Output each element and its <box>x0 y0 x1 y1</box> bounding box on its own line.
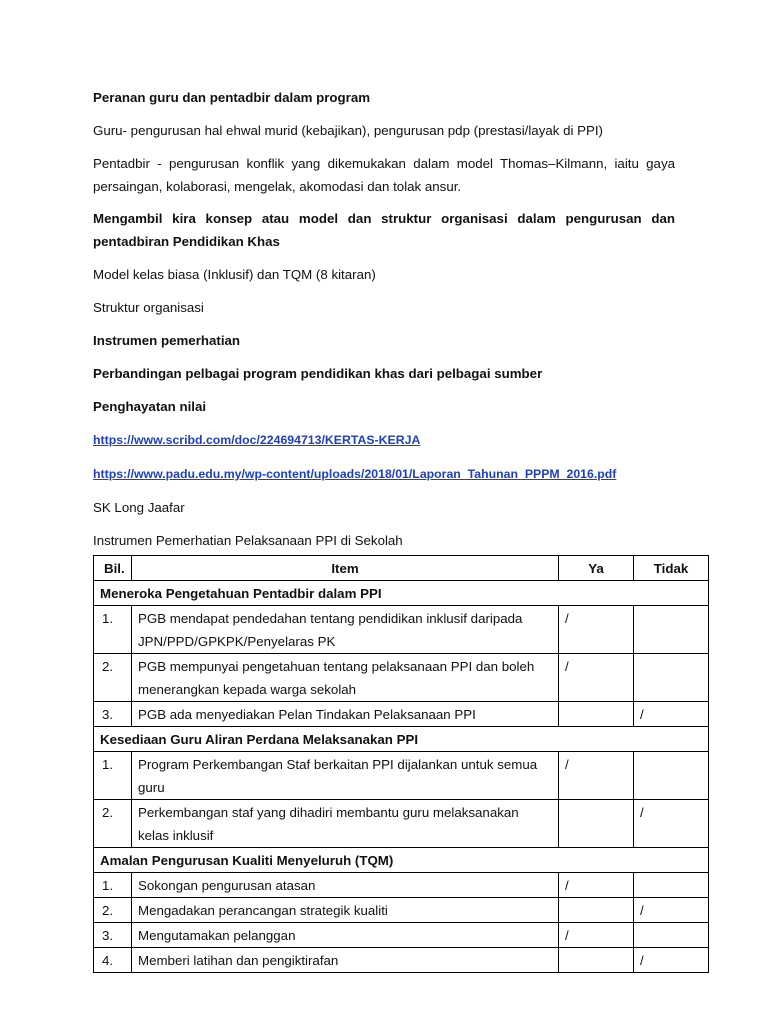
row-number: 3. <box>94 702 132 727</box>
row-tidak <box>634 654 709 702</box>
row-item: Memberi latihan dan pengiktirafan <box>132 948 559 973</box>
table-row <box>94 898 709 923</box>
row-ya <box>559 948 634 973</box>
paragraph-instrument-title: Instrumen Pemerhatian Pelaksanaan PPI di Sekolah <box>93 533 403 548</box>
table-row <box>94 948 709 973</box>
row-tidak <box>634 873 709 898</box>
paragraph-pentadbir: Pentadbir - pengurusan konflik yang dikemukakan dalam model Thomas–Kilmann, iaitu gaya persaingan, kolaborasi, mengelak, akomodasi dan tolak ansur. <box>93 156 675 194</box>
row-tidak: / <box>634 702 709 727</box>
row-item: Program Perkembangan Staf berkaitan PPI dijalankan untuk semua guru <box>132 752 559 800</box>
table-row <box>94 606 709 654</box>
row-number: 1. <box>94 752 132 800</box>
heading-peranan: Peranan guru dan pentadbir dalam program <box>93 90 371 105</box>
document-body <box>93 86 675 558</box>
heading-instrumen: Instrumen pemerhatian <box>93 333 241 348</box>
header-bil: Bil. <box>94 556 132 581</box>
header-ya: Ya <box>559 556 634 581</box>
row-number: 1. <box>94 606 132 654</box>
row-tidak <box>634 606 709 654</box>
row-item: Perkembangan staf yang dihadiri membantu guru melaksanakan kelas inklusif <box>132 800 559 848</box>
row-number: 3. <box>94 923 132 948</box>
row-item: Mengutamakan pelanggan <box>132 923 559 948</box>
heading-konsep-model: Mengambil kira konsep atau model dan struktur organisasi dalam pengurusan dan pentadbiran Pendidikan Khas <box>93 211 675 249</box>
table-row <box>94 654 709 702</box>
link-scribd[interactable]: https://www.scribd.com/doc/224694713/KERTAS-KERJA <box>93 433 421 447</box>
table-row <box>94 800 709 848</box>
link-padu[interactable]: https://www.padu.edu.my/wp-content/uploads/2018/01/Laporan_Tahunan_PPPM_2016.pdf <box>93 467 617 481</box>
row-number: 2. <box>94 800 132 848</box>
row-number: 1. <box>94 873 132 898</box>
row-item: PGB ada menyediakan Pelan Tindakan Pelaksanaan PPI <box>132 702 559 727</box>
row-item: PGB mempunyai pengetahuan tentang pelaksanaan PPI dan boleh menerangkan kepada warga sekolah <box>132 654 559 702</box>
row-ya: / <box>559 752 634 800</box>
table-row <box>94 702 709 727</box>
row-tidak: / <box>634 898 709 923</box>
section-title: Amalan Pengurusan Kualiti Menyeluruh (TQM) <box>94 848 709 873</box>
row-ya: / <box>559 873 634 898</box>
section-title: Meneroka Pengetahuan Pentadbir dalam PPI <box>94 581 709 606</box>
paragraph-school: SK Long Jaafar <box>93 500 185 515</box>
row-item: PGB mendapat pendedahan tentang pendidikan inklusif daripada JPN/PPD/GPKPK/Penyelaras PK <box>132 606 559 654</box>
section-title: Kesediaan Guru Aliran Perdana Melaksanakan PPI <box>94 727 709 752</box>
heading-penghayatan: Penghayatan nilai <box>93 399 207 414</box>
paragraph-struktur: Struktur organisasi <box>93 300 204 315</box>
row-tidak <box>634 923 709 948</box>
table-row <box>94 923 709 948</box>
row-ya: / <box>559 606 634 654</box>
row-ya <box>559 702 634 727</box>
row-number: 2. <box>94 898 132 923</box>
section-row <box>94 581 709 606</box>
row-number: 4. <box>94 948 132 973</box>
row-tidak <box>634 752 709 800</box>
section-row <box>94 727 709 752</box>
table-row <box>94 873 709 898</box>
row-ya <box>559 898 634 923</box>
row-item: Sokongan pengurusan atasan <box>132 873 559 898</box>
row-ya: / <box>559 923 634 948</box>
row-ya: / <box>559 654 634 702</box>
row-number: 2. <box>94 654 132 702</box>
header-item: Item <box>132 556 559 581</box>
row-tidak: / <box>634 948 709 973</box>
table-row <box>94 752 709 800</box>
row-tidak: / <box>634 800 709 848</box>
table-header-row <box>94 556 709 581</box>
observation-table <box>93 555 709 973</box>
header-tidak: Tidak <box>634 556 709 581</box>
paragraph-guru: Guru- pengurusan hal ehwal murid (kebajikan), pengurusan pdp (prestasi/layak di PPI) <box>93 123 603 138</box>
paragraph-model: Model kelas biasa (Inklusif) dan TQM (8 kitaran) <box>93 267 376 282</box>
row-item: Mengadakan perancangan strategik kualiti <box>132 898 559 923</box>
heading-perbandingan: Perbandingan pelbagai program pendidikan khas dari pelbagai sumber <box>93 366 543 381</box>
section-row <box>94 848 709 873</box>
row-ya <box>559 800 634 848</box>
